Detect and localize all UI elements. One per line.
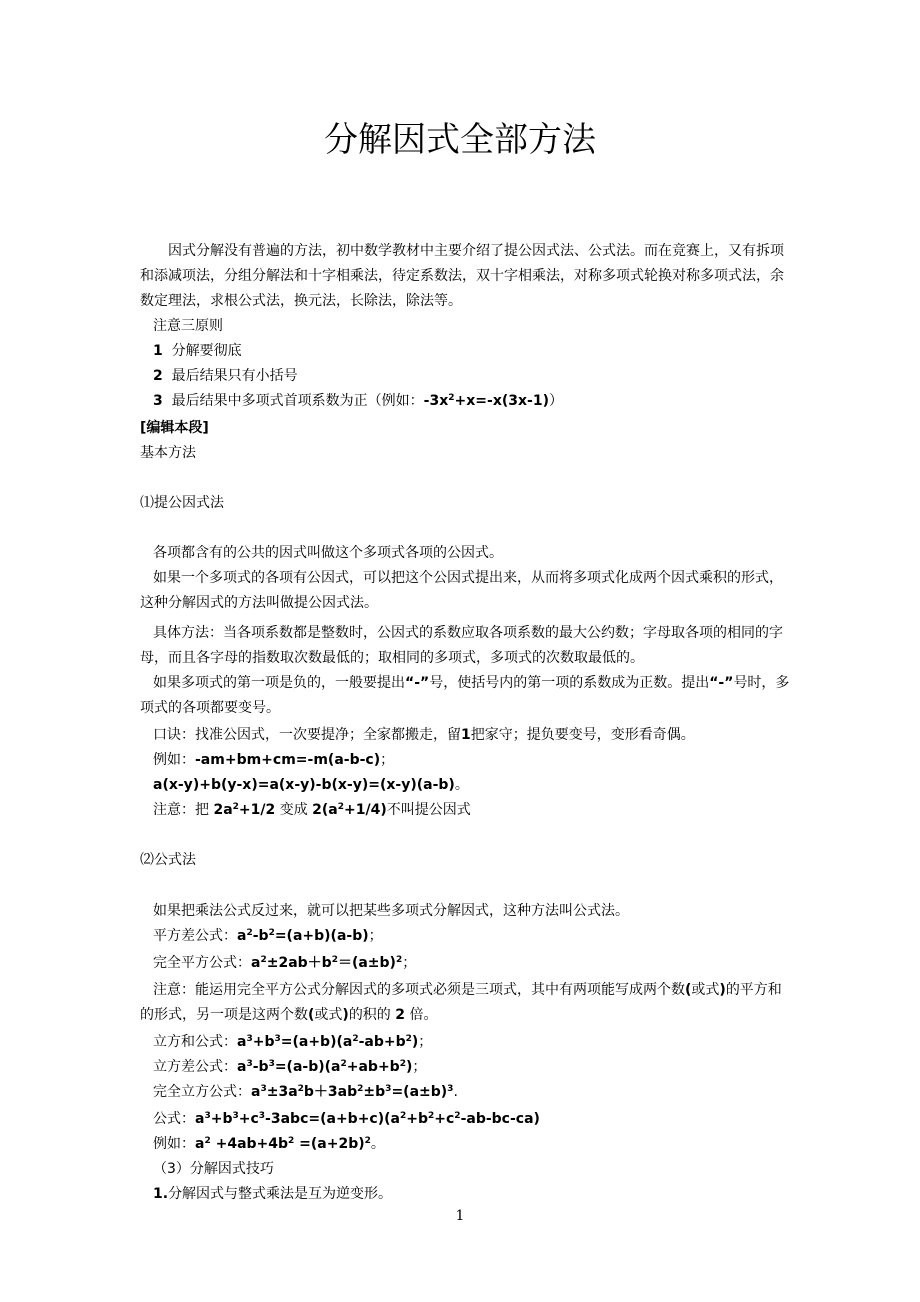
edit-section-link[interactable]: [编辑本段]: [140, 420, 209, 436]
principle-text: 最后结果中多项式首项系数为正（例如：: [171, 393, 424, 409]
section-1-p3-line1: 具体方法：当各项系数都是整数时，公因式的系数应取各项系数的最大公约数；字母取各项的相同的字: [153, 625, 783, 641]
page-title: 分解因式全部方法: [324, 120, 596, 160]
page-number: 1: [455, 1208, 465, 1224]
perfect-square: 完全平方公式：$a^2\pm 2ab+b^2=(a\pm b)^2$；: [153, 955, 417, 971]
principle-num: 1: [153, 343, 163, 359]
section-2-intro: 如果把乘法公式反过来，就可以把某些多项式分解因式，这种方法叫公式法。: [153, 903, 629, 919]
principles-heading: 注意三原则: [153, 318, 223, 334]
sum-of-cubes: 立方和公式：$a^3+b^3=(a+b)(a^2-ab+b^2)$；: [153, 1034, 433, 1050]
principle-num: 2: [153, 368, 163, 384]
intro-line-3: 数定理法，求根公式法，换元法，长除法，除法等。: [140, 293, 462, 309]
mnemonic: 口诀：找准公因式，一次要提净；全家都搬走，留1把家守；提负要变号，变形看奇偶。: [153, 727, 695, 743]
section-1-p2-line2: 这种分解因式的方法叫做提公因式法。: [140, 595, 378, 611]
difference-of-cubes: 立方差公式：$a^3-b^3=(a-b)(a^2+ab+b^2)$；: [153, 1059, 427, 1075]
principle-item-1: [153, 342, 242, 360]
difference-of-squares: 平方差公式：$a^2-b^2=(a+b)(a-b)$；: [153, 928, 383, 944]
principle-item-3: 3 最后结果中多项式首项系数为正（例如：$-3x^2+x=-x(3x-1)$）: [153, 393, 563, 409]
section-2-example: 例如：$a^2 +4ab+4b^2 =(a+2b)^2$。: [153, 1136, 385, 1152]
example-2: a(x-y)+b(y-x)=a(x-y)-b(x-y)=(x-y)(a-b)。: [153, 777, 469, 793]
perfect-cube: 完全立方公式：$a^3\pm 3a^2b+3ab^2\pm b^3=(a\pm b)^3$.: [153, 1084, 458, 1100]
section-1-p2-line1: 如果一个多项式的各项有公因式，可以把这个公因式提出来，从而将多项式化成两个因式乘积的形式，: [153, 570, 783, 586]
principle-text: 最后结果只有小括号: [171, 368, 298, 384]
section-2-note-line2: 的形式，另一项是这两个数(或式)的积的 2 倍。: [140, 1007, 438, 1023]
example-1: 例如：-am+bm+cm=-m(a-b-c)；: [153, 752, 395, 768]
intro-line-2: 和添减项法，分组分解法和十字相乘法，待定系数法，双十字相乘法，对称多项式轮换对称多项式法，余: [140, 268, 784, 284]
principle-example: $-3x^2+x=-x(3x-1)$: [423, 393, 549, 409]
section-1-p1: 各项都含有的公共的因式叫做这个多项式各项的公因式。: [153, 545, 503, 561]
general-formula: 公式：$a^3+b^3+c^3-3abc=(a+b+c)(a^2+b^2+c^2-ab-bc-ca)$: [153, 1111, 540, 1127]
section-1-p4-line2: 项式的各项都要变号。: [140, 700, 280, 716]
section-3-heading: （3）分解因式技巧: [153, 1161, 274, 1177]
principle-num: 3: [153, 393, 163, 409]
section-3-item-1: 1.分解因式与整式乘法是互为逆变形。: [153, 1186, 393, 1202]
section-1-note: 注意：把 $2a^2+1/2$ 变成 $2(a^2+1/4)$不叫提公因式: [153, 802, 471, 818]
principle-text: 分解要彻底: [171, 343, 242, 359]
section-2-note-line1: 注意：能运用完全平方公式分解因式的多项式必须是三项式，其中有两项能写成两个数(或式)的平方和: [153, 982, 782, 998]
principle-item-2: [153, 367, 298, 385]
section-1-heading: ⑴提公因式法: [140, 495, 224, 511]
basic-methods-heading: 基本方法: [140, 445, 196, 461]
intro-line-1: 因式分解没有普遍的方法，初中数学教材中主要介绍了提公因式法、公式法。而在竞赛上，又有拆项: [168, 243, 784, 259]
section-1-p3-line2: 母，而且各字母的指数取次数最低的；取相同的多项式，多项式的次数取最低的。: [140, 650, 644, 666]
section-1-p4-line1: 如果多项式的第一项是负的，一般要提出“-”号，使括号内的第一项的系数成为正数。提出“-”号时，多: [153, 675, 790, 691]
section-2-heading: ⑵公式法: [140, 852, 196, 868]
